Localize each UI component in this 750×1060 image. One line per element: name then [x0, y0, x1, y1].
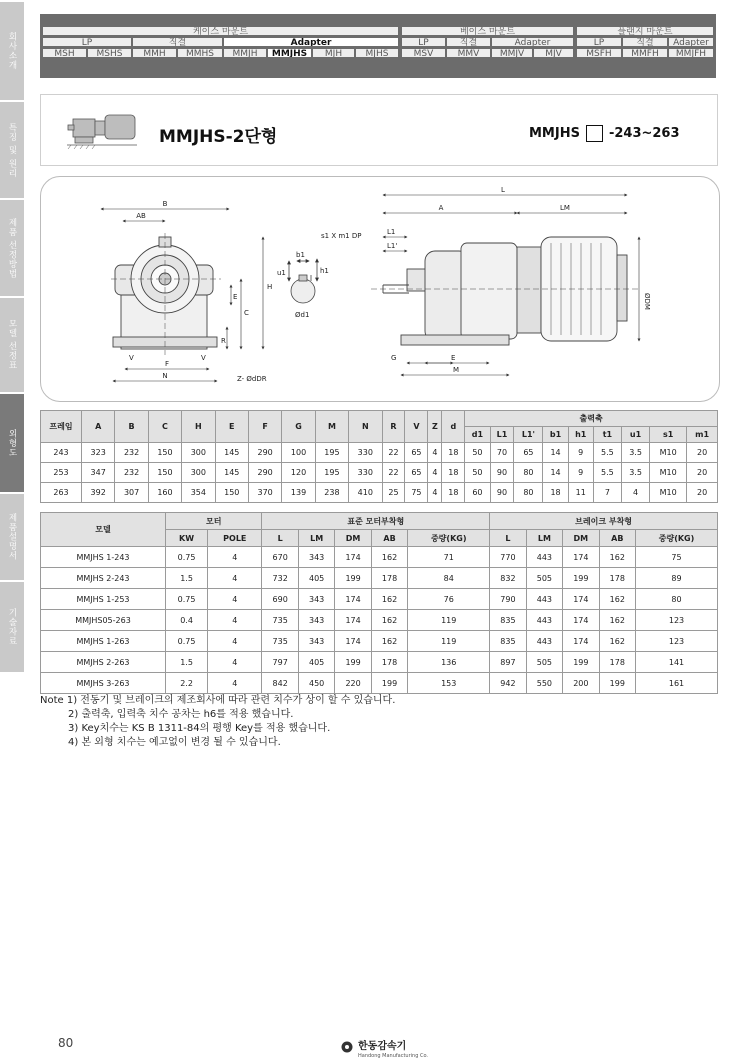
col-h: H — [182, 411, 215, 443]
model-table-body — [41, 547, 718, 694]
table-cell: 150 — [148, 443, 181, 463]
table-row — [41, 547, 718, 568]
table-row — [41, 631, 718, 652]
table-cell: 174 — [335, 589, 371, 610]
dim-label-ab: AB — [136, 212, 146, 220]
table-cell: 1.5 — [166, 652, 208, 673]
table-cell: 4 — [428, 483, 442, 503]
col-r: R — [382, 411, 405, 443]
model-table — [40, 512, 718, 694]
col-group-brake: 브레이크 부착형 — [490, 513, 718, 530]
table-cell: 150 — [148, 463, 181, 483]
table-cell: 4 — [208, 547, 262, 568]
table-cell: MMJHS 1-243 — [41, 547, 166, 568]
col-l1: L1 — [490, 427, 514, 443]
table-cell: 100 — [282, 443, 315, 463]
table-cell: 76 — [408, 589, 490, 610]
table-cell: 199 — [335, 652, 371, 673]
col-group-standard: 표준 모터부착형 — [262, 513, 490, 530]
table-cell: 0.75 — [166, 547, 208, 568]
table-cell: MMJHS 1-253 — [41, 589, 166, 610]
table-cell: 670 — [262, 547, 298, 568]
table-cell: 162 — [371, 631, 407, 652]
table-cell: 174 — [563, 631, 599, 652]
dim-label-r: R — [221, 337, 226, 345]
table-cell: 942 — [490, 673, 526, 694]
dim-label-h1: h1 — [320, 267, 329, 275]
table-cell: 50 — [465, 443, 490, 463]
col-std-l: L — [262, 530, 298, 547]
col-s1: s1 — [650, 427, 687, 443]
nav-case-adapter[interactable]: Adapter — [223, 37, 399, 47]
table-cell: 18 — [442, 463, 465, 483]
nav-msfh[interactable]: MSFH — [576, 48, 622, 58]
dim-label-z: Z- ØdDR — [237, 375, 267, 383]
table-cell: 443 — [526, 631, 562, 652]
table-cell: 300 — [182, 443, 215, 463]
table-cell: 199 — [335, 568, 371, 589]
table-cell: MMJHS 3-263 — [41, 673, 166, 694]
table-cell: 90 — [490, 463, 514, 483]
table-cell: 330 — [349, 443, 382, 463]
table-cell: 195 — [315, 463, 348, 483]
model-code: MMJHS -243~263 — [529, 126, 680, 141]
table-cell: 14 — [543, 463, 568, 483]
table-cell: 50 — [465, 463, 490, 483]
table-cell: 75 — [636, 547, 718, 568]
table-cell: 443 — [526, 589, 562, 610]
table-cell: 20 — [687, 483, 718, 503]
table-cell: 20 — [687, 463, 718, 483]
table-cell: 89 — [636, 568, 718, 589]
table-cell: 443 — [526, 610, 562, 631]
table-cell: 238 — [315, 483, 348, 503]
dim-label-v2: V — [201, 354, 206, 362]
table-cell: 20 — [687, 443, 718, 463]
table-cell: M10 — [650, 443, 687, 463]
table-cell: 347 — [82, 463, 115, 483]
table-cell: 735 — [262, 631, 298, 652]
dim-label-f: F — [164, 360, 170, 368]
nav-flange-mount[interactable]: 플랜지 마운트 — [576, 26, 714, 36]
table-cell: 505 — [526, 568, 562, 589]
table-cell: 80 — [636, 589, 718, 610]
table-cell: 65 — [405, 463, 428, 483]
col-pole: POLE — [208, 530, 262, 547]
col-brk-l: L — [490, 530, 526, 547]
top-nav — [40, 14, 716, 78]
table-row — [41, 568, 718, 589]
col-v: V — [405, 411, 428, 443]
dimension-drawing — [40, 176, 720, 402]
col-t1: t1 — [593, 427, 621, 443]
table-cell: 405 — [298, 652, 334, 673]
table-cell: 232 — [115, 463, 148, 483]
dim-label-m: M — [453, 366, 460, 374]
table-cell: 178 — [599, 568, 635, 589]
side-tab-manual[interactable]: 제품설명서 — [0, 494, 24, 580]
dim-label-l: L — [501, 186, 505, 194]
col-brk-ab: AB — [599, 530, 635, 547]
table-cell: 505 — [526, 652, 562, 673]
table-cell: 80 — [514, 463, 543, 483]
table-cell: 18 — [442, 443, 465, 463]
nav-msv[interactable]: MSV — [401, 48, 446, 58]
table-cell: 84 — [408, 568, 490, 589]
col-z: Z — [428, 411, 442, 443]
nav-mmhs[interactable]: MMHS — [177, 48, 223, 58]
col-b: B — [115, 411, 148, 443]
nav-mjhs[interactable]: MJHS — [355, 48, 399, 58]
dim-label-h: H — [267, 283, 273, 291]
table-cell: 119 — [408, 631, 490, 652]
dim-label-s1m1: s1 X m1 DP — [321, 232, 362, 240]
model-title: MMJHS-2단형 — [159, 127, 278, 147]
table-cell: 25 — [382, 483, 405, 503]
table-row — [41, 673, 718, 694]
col-b1: b1 — [543, 427, 568, 443]
table-cell: 835 — [490, 610, 526, 631]
table-cell: 145 — [215, 443, 248, 463]
table-cell: 70 — [490, 443, 514, 463]
nav-flange-lp[interactable]: LP — [576, 37, 622, 47]
col-d: d — [442, 411, 465, 443]
table-cell: 123 — [636, 631, 718, 652]
nav-flange-direct[interactable]: 직결 — [622, 37, 668, 47]
table-row — [41, 463, 718, 483]
table-cell: 1.5 — [166, 568, 208, 589]
note-2: 2) 출력축, 입력축 치수 공차는 h6를 적용 했습니다. — [68, 709, 294, 720]
col-d1: d1 — [465, 427, 490, 443]
table-cell: 4 — [621, 483, 649, 503]
table-cell: 178 — [599, 652, 635, 673]
col-std-dm: DM — [335, 530, 371, 547]
gearbox-thumbnail-icon — [67, 105, 147, 155]
table-cell: 343 — [298, 631, 334, 652]
table-cell: 263 — [41, 483, 82, 503]
table-row — [41, 610, 718, 631]
table-cell: 5.5 — [593, 463, 621, 483]
side-tab-tech[interactable]: 기술자료 — [0, 582, 24, 672]
table-cell: 5.5 — [593, 443, 621, 463]
dim-label-lm: LM — [560, 204, 570, 212]
table-cell: 770 — [490, 547, 526, 568]
table-cell: 162 — [371, 547, 407, 568]
table-cell: 243 — [41, 443, 82, 463]
table-cell: 897 — [490, 652, 526, 673]
table-cell: 65 — [405, 443, 428, 463]
nav-msh[interactable]: MSH — [42, 48, 87, 58]
dim-label-l1p: L1' — [387, 242, 398, 250]
table-cell: 120 — [282, 463, 315, 483]
col-std-weight: 중량(KG) — [408, 530, 490, 547]
company-name-en: Handong Manufacturing Co. — [358, 1053, 429, 1059]
table-cell: 178 — [371, 568, 407, 589]
col-kw: KW — [166, 530, 208, 547]
col-n: N — [349, 411, 382, 443]
model-header — [40, 94, 718, 166]
table-cell: 153 — [408, 673, 490, 694]
nav-case-mount[interactable]: 케이스 마운트 — [42, 26, 399, 36]
table-cell: 162 — [371, 589, 407, 610]
table-cell: 0.75 — [166, 631, 208, 652]
table-cell: 330 — [349, 463, 382, 483]
nav-base-direct[interactable]: 직결 — [446, 37, 491, 47]
table-cell: 4 — [208, 652, 262, 673]
dim-label-b1: b1 — [296, 251, 305, 259]
table-cell: 0.75 — [166, 589, 208, 610]
table-cell: 0.4 — [166, 610, 208, 631]
col-model: 모델 — [41, 513, 166, 547]
table-cell: 343 — [298, 610, 334, 631]
table-cell: 18 — [442, 483, 465, 503]
nav-base-adapter[interactable]: Adapter — [491, 37, 574, 47]
dim-label-e-side: E — [451, 354, 456, 362]
nav-mjv[interactable]: MJV — [533, 48, 574, 58]
col-g: G — [282, 411, 315, 443]
table-cell: 4 — [428, 443, 442, 463]
note-3: 3) Key치수는 KS B 1311-84의 평행 Key를 적용 했습니다. — [68, 723, 331, 734]
frame-dimension-table-body — [41, 443, 718, 503]
table-cell: 162 — [599, 547, 635, 568]
dim-label-dm: ØDM — [643, 293, 651, 310]
col-h1: h1 — [568, 427, 593, 443]
nav-case-direct[interactable]: 직결 — [132, 37, 223, 47]
col-frame: 프레임 — [41, 411, 82, 443]
page-number: 80 — [58, 1036, 74, 1050]
notes — [40, 694, 395, 750]
side-tab-features[interactable]: 특징 및 원리 — [0, 102, 24, 198]
table-cell: 119 — [408, 610, 490, 631]
table-cell: 550 — [526, 673, 562, 694]
col-group-output-shaft: 출력축 — [465, 411, 718, 427]
table-cell: 392 — [82, 483, 115, 503]
table-cell: 174 — [335, 610, 371, 631]
table-cell: 4 — [208, 610, 262, 631]
note-1: Note 1) 전동기 및 브레이크의 제조회사에 따라 관련 치수가 상이 할 수 있습니다. — [40, 695, 396, 706]
col-a: A — [82, 411, 115, 443]
table-cell: 160 — [148, 483, 181, 503]
table-cell: 174 — [335, 547, 371, 568]
table-cell: 71 — [408, 547, 490, 568]
table-cell: 354 — [182, 483, 215, 503]
col-u1: u1 — [621, 427, 649, 443]
table-cell: 150 — [215, 483, 248, 503]
table-cell: 232 — [115, 443, 148, 463]
dim-label-l1: L1 — [387, 228, 396, 236]
table-cell: 90 — [490, 483, 514, 503]
table-cell: 136 — [408, 652, 490, 673]
table-cell: MMJHS 1-263 — [41, 631, 166, 652]
col-f: F — [248, 411, 281, 443]
table-cell: 343 — [298, 547, 334, 568]
table-cell: 790 — [490, 589, 526, 610]
table-cell: 300 — [182, 463, 215, 483]
table-cell: 2.2 — [166, 673, 208, 694]
table-cell: 9 — [568, 463, 593, 483]
nav-mmfh[interactable]: MMFH — [622, 48, 668, 58]
col-brk-weight: 중량(KG) — [636, 530, 718, 547]
table-cell: 4 — [208, 568, 262, 589]
table-cell: 199 — [599, 673, 635, 694]
table-cell: 162 — [599, 631, 635, 652]
nav-case-lp[interactable]: LP — [42, 37, 132, 47]
table-cell: 162 — [599, 610, 635, 631]
table-cell: M10 — [650, 463, 687, 483]
dim-label-e: E — [233, 293, 238, 301]
table-cell: 7 — [593, 483, 621, 503]
nav-mmjhs[interactable]: MMJHS — [267, 48, 312, 58]
col-brk-dm: DM — [563, 530, 599, 547]
side-tab-company[interactable]: 회사소개 — [0, 2, 24, 100]
nav-mmjh[interactable]: MMJH — [223, 48, 267, 58]
table-cell: 199 — [371, 673, 407, 694]
dim-label-a: A — [438, 204, 444, 212]
table-cell: 141 — [636, 652, 718, 673]
table-cell: 410 — [349, 483, 382, 503]
table-cell: 174 — [563, 610, 599, 631]
dim-label-c: C — [244, 309, 249, 317]
dim-label-v1: V — [129, 354, 134, 362]
table-cell: 178 — [371, 652, 407, 673]
table-cell: 797 — [262, 652, 298, 673]
table-cell: 199 — [563, 568, 599, 589]
table-row — [41, 483, 718, 503]
col-brk-lm: LM — [526, 530, 562, 547]
table-row — [41, 652, 718, 673]
table-cell: 123 — [636, 610, 718, 631]
table-cell: 835 — [490, 631, 526, 652]
table-cell: 220 — [335, 673, 371, 694]
dim-label-b: B — [162, 200, 168, 208]
table-cell: 290 — [248, 463, 281, 483]
side-tab-dimensions[interactable]: 외형도 — [0, 394, 24, 492]
table-cell: 200 — [563, 673, 599, 694]
col-std-ab: AB — [371, 530, 407, 547]
table-cell: 174 — [563, 589, 599, 610]
dim-label-u1: u1 — [277, 269, 286, 277]
table-cell: 290 — [248, 443, 281, 463]
table-cell: 145 — [215, 463, 248, 483]
table-cell: 174 — [563, 547, 599, 568]
nav-base-lp[interactable]: LP — [401, 37, 446, 47]
table-cell: 3.5 — [621, 443, 649, 463]
col-std-lm: LM — [298, 530, 334, 547]
frame-dimension-table — [40, 410, 718, 503]
col-l1p: L1' — [514, 427, 543, 443]
table-cell: 14 — [543, 443, 568, 463]
side-tab-selection-method[interactable]: 제품 선정방법 — [0, 200, 24, 296]
table-cell: 4 — [208, 589, 262, 610]
table-cell: 443 — [526, 547, 562, 568]
table-cell: 18 — [543, 483, 568, 503]
table-row — [41, 589, 718, 610]
table-cell: 450 — [298, 673, 334, 694]
note-4: 4) 본 외형 치수는 예고없이 변경 될 수 있습니다. — [68, 737, 281, 748]
table-cell: 405 — [298, 568, 334, 589]
col-group-motor: 모터 — [166, 513, 262, 530]
table-cell: 253 — [41, 463, 82, 483]
table-cell: 195 — [315, 443, 348, 463]
nav-mmjfh[interactable]: MMJFH — [668, 48, 714, 58]
table-cell: 139 — [282, 483, 315, 503]
nav-mjh[interactable]: MJH — [312, 48, 355, 58]
table-cell: 60 — [465, 483, 490, 503]
col-m: M — [315, 411, 348, 443]
table-cell: MMJHS 2-243 — [41, 568, 166, 589]
company-name: 한동감속기 — [358, 1041, 407, 1052]
table-cell: 9 — [568, 443, 593, 463]
nav-mmjv[interactable]: MMJV — [491, 48, 533, 58]
nav-flange-adapter[interactable]: Adapter — [668, 37, 714, 47]
side-tab-model-table[interactable]: 모델 선정표 — [0, 298, 24, 392]
table-cell: 4 — [208, 673, 262, 694]
table-cell: 174 — [335, 631, 371, 652]
col-m1: m1 — [687, 427, 718, 443]
nav-mmv[interactable]: MMV — [446, 48, 491, 58]
table-cell: MMJHS 2-263 — [41, 652, 166, 673]
table-cell: 307 — [115, 483, 148, 503]
dim-label-d1: Ød1 — [295, 311, 310, 319]
col-e: E — [215, 411, 248, 443]
table-cell: 4 — [428, 463, 442, 483]
table-cell: 370 — [248, 483, 281, 503]
table-cell: 732 — [262, 568, 298, 589]
table-cell: 3.5 — [621, 463, 649, 483]
table-cell: MMJHS05-263 — [41, 610, 166, 631]
table-cell: 323 — [82, 443, 115, 463]
dim-label-n: N — [162, 372, 168, 380]
company-logo — [340, 1034, 428, 1059]
table-cell: 65 — [514, 443, 543, 463]
code-placeholder-box — [586, 125, 603, 142]
table-cell: 22 — [382, 443, 405, 463]
table-cell: 735 — [262, 610, 298, 631]
table-cell: 75 — [405, 483, 428, 503]
table-cell: 832 — [490, 568, 526, 589]
table-cell: 161 — [636, 673, 718, 694]
table-cell: 22 — [382, 463, 405, 483]
table-cell: 162 — [371, 610, 407, 631]
table-cell: 11 — [568, 483, 593, 503]
dim-label-g: G — [391, 354, 397, 362]
table-cell: M10 — [650, 483, 687, 503]
table-row — [41, 443, 718, 463]
dimension-drawing-svg — [41, 177, 720, 402]
table-cell: 162 — [599, 589, 635, 610]
table-cell: 80 — [514, 483, 543, 503]
gear-logo-icon — [340, 1040, 354, 1054]
nav-base-mount[interactable]: 베이스 마운트 — [401, 26, 574, 36]
col-c: C — [148, 411, 181, 443]
table-cell: 4 — [208, 631, 262, 652]
table-cell: 199 — [563, 652, 599, 673]
nav-mmh[interactable]: MMH — [132, 48, 177, 58]
table-cell: 690 — [262, 589, 298, 610]
table-cell: 842 — [262, 673, 298, 694]
nav-mshs[interactable]: MSHS — [87, 48, 132, 58]
table-cell: 343 — [298, 589, 334, 610]
